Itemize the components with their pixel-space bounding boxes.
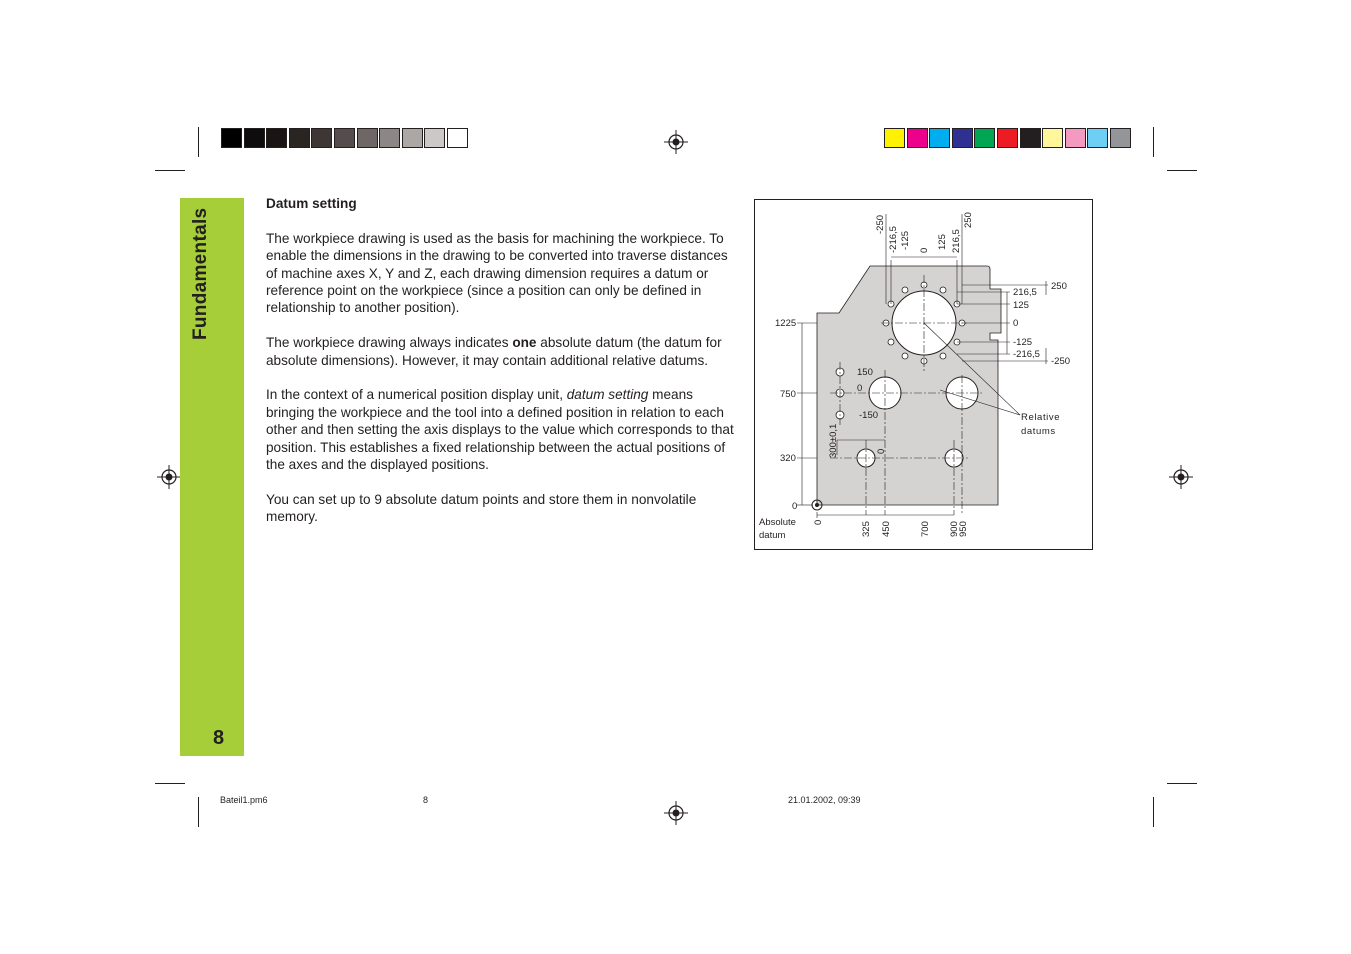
workpiece-drawing (755, 200, 1092, 549)
registration-mark-icon (664, 801, 688, 825)
svg-text:750: 750 (780, 389, 796, 400)
absolute-datum-label: datum (759, 530, 786, 541)
svg-text:-250: -250 (875, 214, 886, 234)
color-swatch (357, 128, 378, 148)
paragraph: The workpiece drawing is used as the basis for machining the workpiece. To enable the dimensions in the drawing to be converted into traverse distances of machine axes X, Y and Z, each drawing dimension requires a datum or reference point on the workpiece (since a position can only be defined in relationship to another position). (266, 230, 728, 316)
svg-text:700: 700 (920, 521, 931, 537)
svg-text:250: 250 (963, 212, 974, 228)
svg-text:-216,5: -216,5 (1013, 349, 1040, 360)
footer-filename: Bateil1.pm6 (220, 795, 268, 805)
svg-text:216,5: 216,5 (1013, 287, 1037, 298)
right-dimension-labels (1013, 281, 1070, 367)
text-run: The workpiece drawing always indicates (266, 335, 513, 351)
color-swatch (379, 128, 400, 148)
color-swatch (929, 128, 950, 148)
svg-text:950: 950 (958, 521, 969, 537)
relative-datums-label: datums (1021, 426, 1056, 437)
svg-text:150: 150 (857, 367, 873, 378)
svg-text:0: 0 (919, 247, 930, 253)
paragraph (266, 386, 736, 473)
top-dimension-labels (875, 212, 974, 253)
color-swatch (334, 128, 355, 148)
color-swatch (884, 128, 905, 148)
color-swatch (974, 128, 995, 148)
svg-text:0: 0 (876, 448, 887, 454)
color-swatch (907, 128, 928, 148)
svg-text:-250: -250 (1051, 356, 1071, 367)
crop-mark (155, 170, 185, 171)
color-swatch (1020, 128, 1041, 148)
crop-mark (1153, 127, 1154, 157)
svg-text:-125: -125 (900, 230, 911, 250)
text-run: In the context of a numerical position display unit, (266, 387, 567, 403)
svg-text:250: 250 (1051, 281, 1067, 292)
color-swatch (311, 128, 332, 148)
color-swatch (997, 128, 1018, 148)
svg-text:-216,5: -216,5 (888, 226, 899, 253)
footer-date: 21.01.2002, 09:39 (788, 795, 861, 805)
svg-text:0: 0 (792, 501, 798, 512)
crop-mark (1167, 170, 1197, 171)
x-axis-labels (813, 520, 969, 537)
color-swatch (1042, 128, 1063, 148)
svg-text:0: 0 (813, 519, 824, 525)
color-swatch (244, 128, 265, 148)
color-swatch (1110, 128, 1131, 148)
svg-text:450: 450 (881, 521, 892, 537)
registration-mark-icon (664, 130, 688, 154)
color-swatch (289, 128, 310, 148)
registration-mark-icon (157, 465, 181, 489)
paragraph: You can set up to 9 absolute datum points and store them in nonvolatile memory. (266, 491, 697, 525)
svg-text:320: 320 (780, 453, 796, 464)
color-swatch (1065, 128, 1086, 148)
color-swatch (1087, 128, 1108, 148)
crop-mark (198, 797, 199, 827)
paragraph (266, 334, 736, 369)
workpiece-drawing-figure (754, 199, 1093, 550)
chapter-title: Fundamentals (190, 207, 211, 340)
color-swatch (447, 128, 468, 148)
color-swatch (402, 128, 423, 148)
color-swatch (952, 128, 973, 148)
footer-page: 8 (423, 795, 429, 805)
article-body (266, 195, 736, 543)
color-swatch (221, 128, 242, 148)
crop-mark (155, 783, 185, 784)
absolute-datum-center (815, 503, 819, 507)
relative-datums-label: Relative (1021, 412, 1061, 423)
svg-text:900: 900 (949, 521, 960, 537)
crop-mark (1167, 783, 1197, 784)
svg-text:-125: -125 (1013, 337, 1033, 348)
crop-mark (1153, 797, 1154, 827)
svg-text:1225: 1225 (775, 318, 797, 329)
svg-text:125: 125 (937, 234, 948, 250)
tolerance-label: 300±0,1 (828, 423, 839, 458)
color-swatch (266, 128, 287, 148)
svg-text:216,5: 216,5 (951, 229, 962, 253)
y-axis-labels (775, 318, 797, 512)
absolute-datum-label: Absolute (759, 517, 796, 528)
svg-text:0: 0 (1013, 318, 1019, 329)
section-heading: Datum setting (266, 196, 357, 211)
svg-text:0: 0 (857, 383, 863, 394)
emphasis-text: one (512, 335, 537, 351)
svg-text:125: 125 (1013, 300, 1029, 311)
registration-mark-icon (1169, 465, 1193, 489)
svg-text:-150: -150 (859, 410, 879, 421)
page-number: 8 (213, 727, 225, 749)
italic-term: datum setting (566, 387, 649, 403)
color-swatch (424, 128, 445, 148)
text-run: absolute datum (the datum for absolute dimensions). However, it may contain additional relative datums. (266, 335, 722, 368)
text-run: means bringing the workpiece and the tool into a defined position in relation to each other and then setting the axis displays to the value which corresponds to that position. This establishes a fixed relationship between the actual positions of the axes and the displayed positions. (266, 387, 734, 473)
svg-text:325: 325 (861, 521, 872, 537)
